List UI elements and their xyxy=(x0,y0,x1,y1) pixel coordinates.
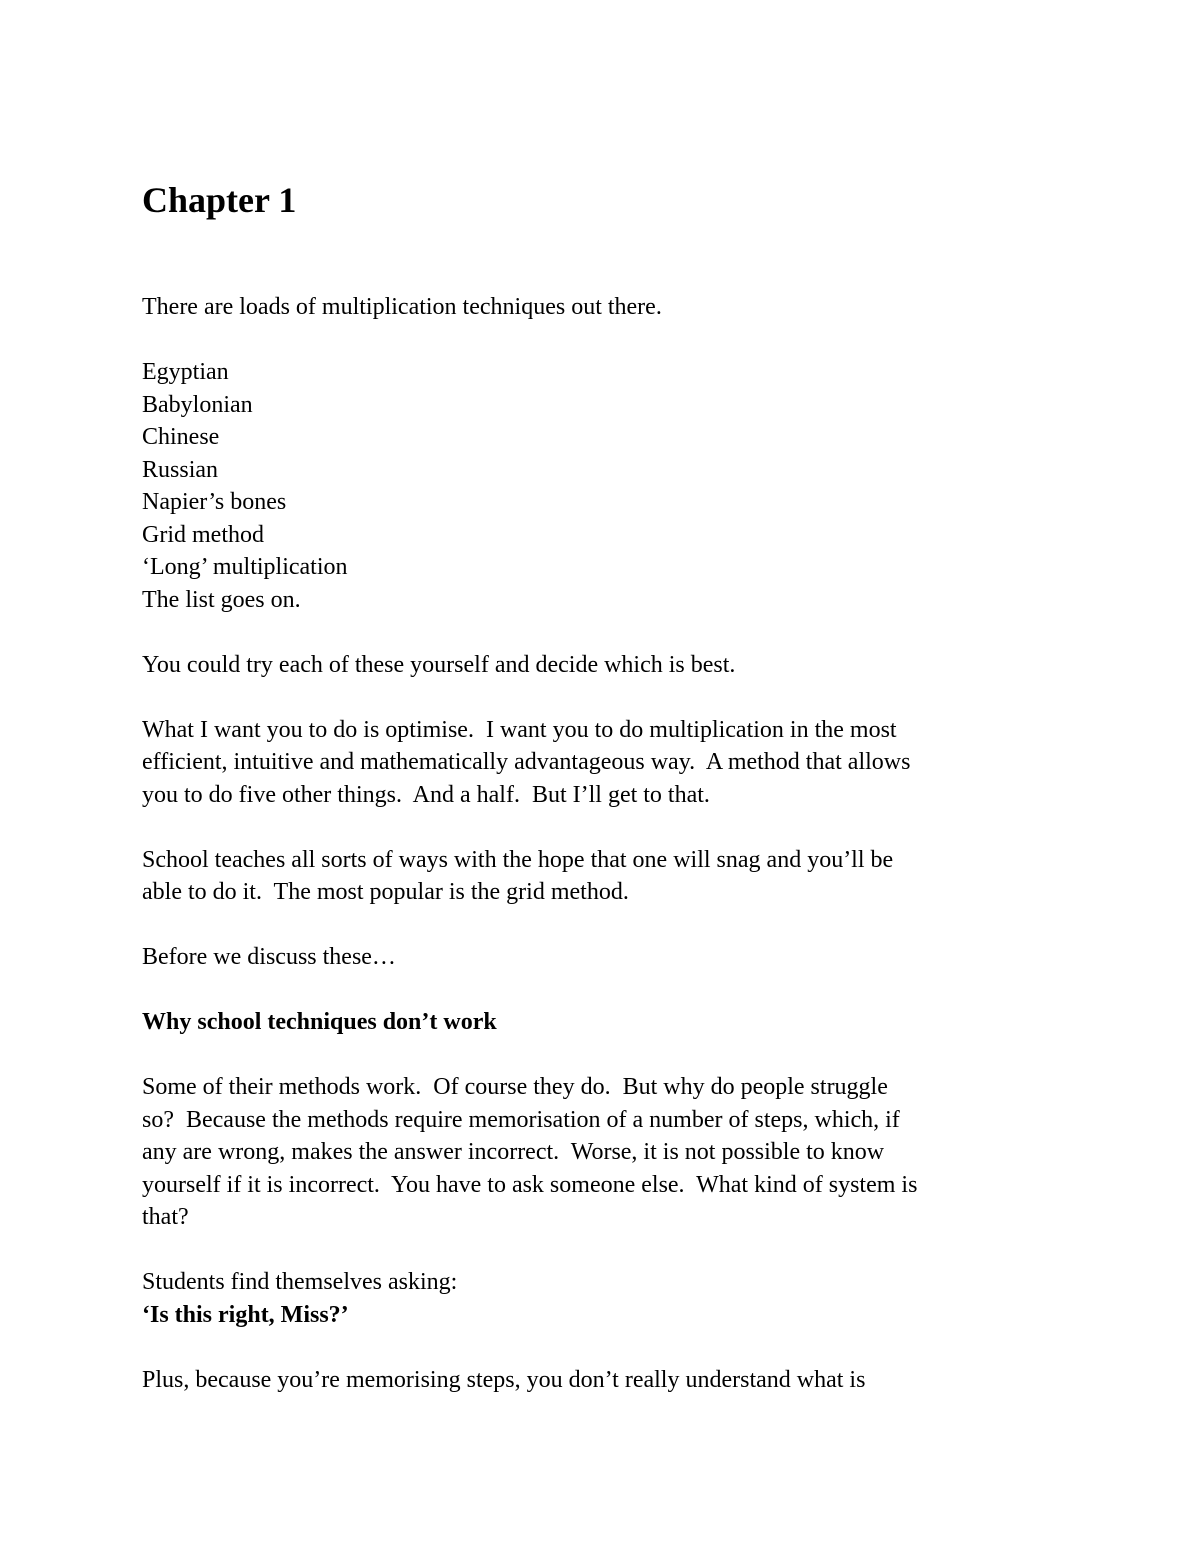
paragraph-try-each: You could try each of these yourself and decide which is best. xyxy=(142,651,736,678)
method-item: Grid method xyxy=(142,521,264,548)
spacer xyxy=(142,1039,1072,1072)
paragraph-school xyxy=(142,844,1072,909)
paragraph-line: that? xyxy=(142,1204,189,1230)
method-item: Napier’s bones xyxy=(142,489,287,515)
spacer xyxy=(142,1331,1072,1364)
spacer xyxy=(142,811,1072,844)
student-quote: ‘Is this right, Miss?’ xyxy=(142,1301,349,1328)
method-item: Babylonian xyxy=(142,391,253,418)
paragraph-line: Some of their methods work. Of course they do. But why do people struggle xyxy=(142,1074,888,1100)
chapter-title: Chapter 1 xyxy=(142,180,297,220)
paragraph-line: you to do five other things. And a half. But I’ll get to that. xyxy=(142,781,710,808)
spacer xyxy=(142,681,1072,714)
plus-line: Plus, because you’re memorising steps, you don’t really understand what is xyxy=(142,1366,866,1393)
section-body xyxy=(142,1071,1072,1234)
paragraph-line: so? Because the methods require memorisation of a number of steps, which, if xyxy=(142,1106,900,1133)
method-item: Chinese xyxy=(142,424,220,450)
paragraph-before: Before we discuss these… xyxy=(142,944,396,970)
spacer xyxy=(142,909,1072,942)
paragraph-line: able to do it. The most popular is the grid method. xyxy=(142,879,629,905)
paragraph-line: What I want you to do is optimise. I want you to do multiplication in the most xyxy=(142,716,897,743)
paragraph-line: School teaches all sorts of ways with the hope that one will snag and you’ll be xyxy=(142,846,894,873)
method-item: The list goes on. xyxy=(142,586,301,613)
section-heading: Why school techniques don’t work xyxy=(142,1009,497,1035)
method-list xyxy=(142,356,1072,616)
method-item: Russian xyxy=(142,456,219,483)
spacer xyxy=(142,1234,1072,1267)
method-item: ‘Long’ multiplication xyxy=(142,554,348,580)
page-content xyxy=(142,175,1072,1396)
paragraph-optimise xyxy=(142,714,1072,812)
paragraph-line: efficient, intuitive and mathematically advantageous way. A method that allows xyxy=(142,749,911,775)
intro-line: There are loads of multiplication techniques out there. xyxy=(142,294,662,320)
spacer xyxy=(142,324,1072,357)
paragraph-line: yourself if it is incorrect. You have to ask someone else. What kind of system is xyxy=(142,1171,918,1198)
spacer xyxy=(142,225,1072,291)
spacer xyxy=(142,974,1072,1007)
paragraph-line: any are wrong, makes the answer incorrect. Worse, it is not possible to know xyxy=(142,1139,885,1165)
spacer xyxy=(142,616,1072,649)
method-item: Egyptian xyxy=(142,359,229,385)
students-line: Students find themselves asking: xyxy=(142,1269,458,1295)
